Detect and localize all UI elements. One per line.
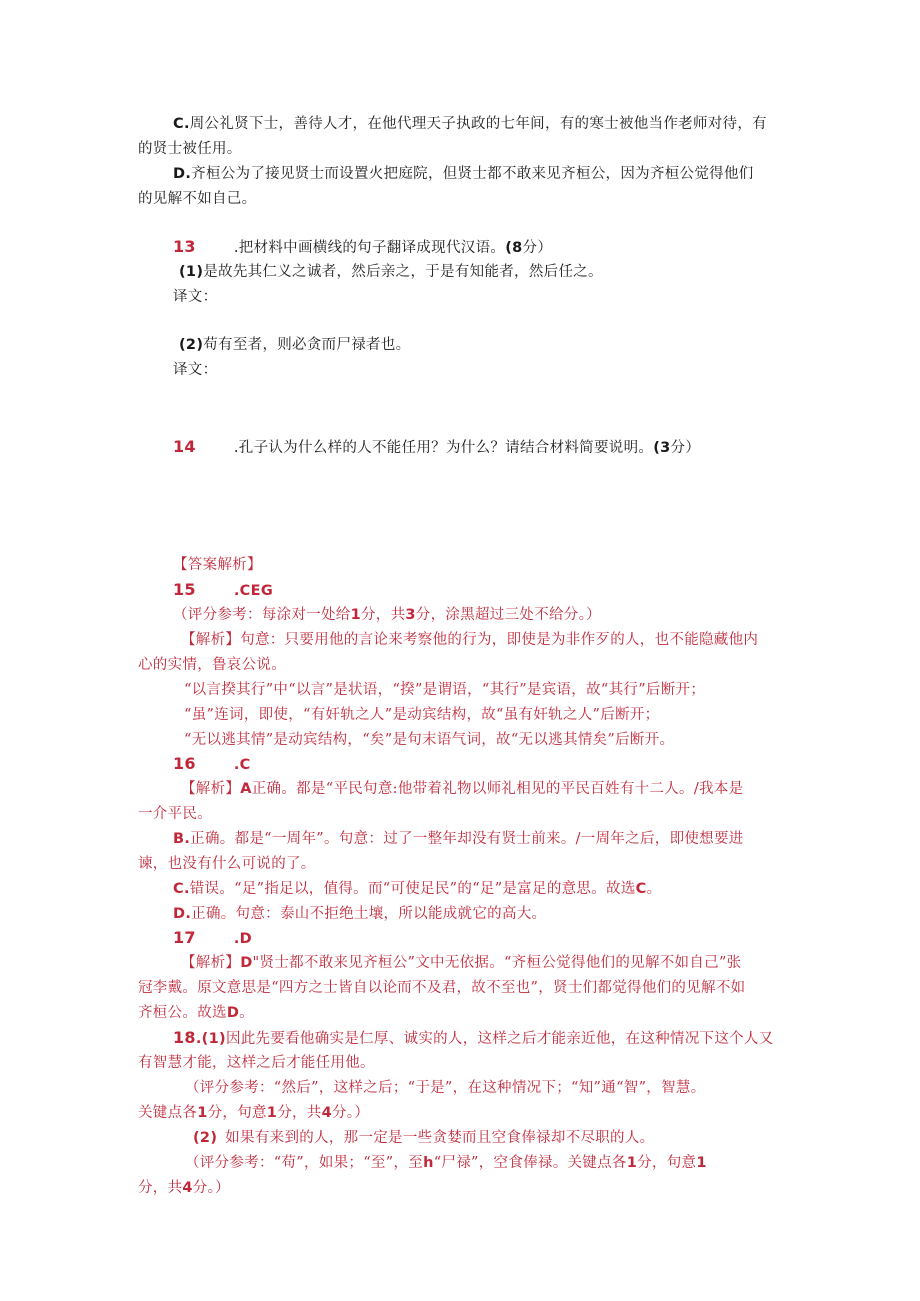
answer-15-analysis-line-1 <box>181 630 758 650</box>
period: 。 <box>239 1005 254 1021</box>
option-c-choice: C <box>635 881 647 897</box>
scoring-ref-text: （评分参考：“苟”，如果；“至”，至 <box>185 1155 424 1171</box>
answer-18-part-2-label: (2) <box>193 1130 218 1146</box>
option-a-letter: A <box>240 781 252 797</box>
scoring-ref-number: 1 <box>266 1105 278 1121</box>
option-b-letter: B. <box>173 831 191 847</box>
question-14-number: 14 <box>173 437 196 456</box>
option-a-text: 正确。都是“平民句意:他带着礼物以师礼相见的平民百姓有十二人。/我本是 <box>251 781 744 797</box>
question-13-part-1-translation-label: 译文： <box>173 289 218 305</box>
answer-18-part-1-text: 因此先要看他确实是仁厚、诚实的人，这样之后才能亲近他，在这种情况下这个人又 <box>225 1031 774 1047</box>
scoring-ref-text: 分。） <box>331 1105 370 1121</box>
answer-17-choice: .D <box>233 931 253 947</box>
answer-15-note-3: “无以逃其情”是动宾结构，“矣”是句末语气词，故“无以逃其情矣”后断开。 <box>184 732 675 748</box>
scoring-ref-text: 分，共 <box>277 1105 322 1121</box>
answer-16-option-c <box>173 879 661 899</box>
answer-17-number: 17 <box>173 928 196 947</box>
scoring-ref-text: 分，涂黑超过三处不给分。） <box>415 607 601 623</box>
question-13-prompt: .把材料中画横线的句子翻译成现代汉语。 <box>233 240 506 256</box>
answer-18-part-2-text: 如果有来到的人，那一定是一些贪婪而且空食俸禄却不尽职的人。 <box>225 1130 655 1146</box>
answer-16-option-a-line-1 <box>181 779 743 799</box>
answer-18-part-1-line-1 <box>173 1028 774 1049</box>
analysis-label: 【解析】 <box>181 632 241 648</box>
answer-15 <box>173 580 273 601</box>
scoring-ref-text: 分，句意 <box>207 1105 267 1121</box>
option-d-letter: D. <box>173 906 192 922</box>
scoring-ref-number: 1 <box>197 1105 208 1121</box>
option-c-text-1: 周公礼贤下士，善待人才，在他代理天子执政的七年间，有的寒士被他当作老师对待，有 <box>189 116 767 132</box>
answer-16-option-a-line-2: 一介平民。 <box>138 806 212 822</box>
option-d-text-1: 齐桓公为了接见贤士而设置火把庭院，但贤士都不敢来见齐桓公，因为齐桓公觉得他们 <box>191 166 754 182</box>
question-13-score-tail: 分） <box>522 240 553 256</box>
period: 。 <box>646 881 662 897</box>
option-c-line-1 <box>173 114 767 134</box>
option-d-letter: D. <box>173 166 192 182</box>
scoring-ref-text: “尸禄”，空食俸禄。关键点各 <box>433 1155 627 1171</box>
option-c-letter: C. <box>173 881 190 897</box>
option-d-line-2: 的见解不如自己。 <box>138 191 257 207</box>
scoring-ref-text: 分，共 <box>361 607 406 623</box>
analysis-text: 句意：只要用他的言论来考察他的行为，即使是为非作歹的人，也不能隐藏他内 <box>240 632 759 648</box>
question-14 <box>173 437 700 458</box>
option-b-text: 正确。都是“一周年”。句意：过了一整年却没有贤士前来。/一周年之后，即使想要进 <box>190 831 744 847</box>
option-c-letter: C. <box>173 116 190 132</box>
question-13-score: (8 <box>505 240 523 256</box>
question-13-part-2-text: 苟有至者，则必贪而尸禄者也。 <box>203 337 411 353</box>
question-13-part-1-label: (1) <box>179 264 204 280</box>
answer-15-note-2: “虽”连词，即使，“有奸轨之人”是动宾结构，故“虽有奸轨之人”后断开； <box>184 707 660 723</box>
answer-18-number: 18 <box>173 1028 196 1047</box>
answer-15-note-1: “以言揆其行”中“以言”是状语，“揆”是谓语，“其行”是宾语，故“其行”后断开； <box>184 682 706 698</box>
scoring-ref-number: 4 <box>182 1180 193 1196</box>
option-d-text: 正确。句意：泰山不拒绝土壤，所以能成就它的高大。 <box>191 906 547 922</box>
question-14-prompt: .孔子认为什么样的人不能任用？为什么？请结合材料简要说明。 <box>233 440 654 456</box>
scoring-ref-number: 3 <box>405 607 416 623</box>
scoring-ref-text: 关键点各 <box>138 1105 198 1121</box>
answer-15-choice: .CEG <box>233 583 274 599</box>
question-13-part-2 <box>179 335 410 355</box>
analysis-label: 【解析】 <box>181 955 241 971</box>
scoring-ref-number: 1 <box>626 1155 638 1171</box>
answer-16 <box>173 754 251 775</box>
answer-18-part-2 <box>193 1128 654 1148</box>
answer-18-scoring-reference-1-line-1: （评分参考：“然后”，这样之后；“于是”，在这种情况下；“知”通“智”，智慧。 <box>185 1080 706 1096</box>
answer-18-scoring-reference-1-line-2 <box>138 1103 369 1123</box>
question-13-part-2-translation-label: 译文： <box>173 362 218 378</box>
scoring-ref-number: 1 <box>696 1155 707 1171</box>
answer-16-option-d <box>173 904 546 924</box>
answer-17-analysis-line-1 <box>181 953 741 973</box>
answer-17-analysis-line-2: 冠李戴。原文意思是“四方之士皆自以论而不及君，故不至也”，贤士们都觉得他们的见解不如 <box>138 980 746 996</box>
question-13 <box>173 237 552 258</box>
scoring-ref-number: 4 <box>321 1105 332 1121</box>
answer-15-scoring-reference <box>173 605 601 625</box>
answer-18-scoring-reference-2-line-1 <box>185 1153 707 1173</box>
answer-16-option-b-line-2: 谏，也没有什么可说的了。 <box>138 856 316 872</box>
question-14-score: (3 <box>653 440 671 456</box>
answer-18-part-1-line-2: 有智慧才能，这样之后才能任用他。 <box>138 1055 375 1071</box>
option-c-line-2: 的贤士被任用。 <box>138 141 242 157</box>
answer-15-analysis-line-2: 心的实情，鲁哀公说。 <box>138 657 286 673</box>
answer-17-analysis-line-3 <box>138 1003 254 1023</box>
answer-17 <box>173 928 252 949</box>
scoring-ref-text: 分。） <box>192 1180 230 1196</box>
question-14-score-tail: 分） <box>670 440 701 456</box>
analysis-text: "贤士都不敢来见齐桓公”文中无依据。“齐桓公觉得他们的见解不如自己”张 <box>252 955 742 971</box>
answer-18-scoring-reference-2-line-2 <box>138 1178 230 1198</box>
scoring-ref-text: 分，句意 <box>637 1155 697 1171</box>
question-13-number: 13 <box>173 237 196 256</box>
answer-16-option-b-line-1 <box>173 829 744 849</box>
answer-16-number: 16 <box>173 754 196 773</box>
analysis-text: 齐桓公。故选 <box>138 1005 227 1021</box>
answer-16-choice: .C <box>233 757 251 773</box>
scoring-ref-number: h <box>423 1155 434 1171</box>
scoring-ref-text: （评分参考：每涂对一处给 <box>173 607 351 623</box>
answers-header: 【答案解析】 <box>173 557 262 573</box>
option-d-line-1 <box>173 164 754 184</box>
option-c-text: 错误。“足”指足以，值得。而“可使足民”的“足”是富足的意思。故选 <box>189 881 636 897</box>
question-13-part-1-text: 是故先其仁义之诚者，然后亲之，于是有知能者，然后任之。 <box>203 264 603 280</box>
question-13-part-2-label: (2) <box>179 337 204 353</box>
answer-18-part-1-label: .(1) <box>195 1031 226 1047</box>
question-13-part-1 <box>179 262 603 282</box>
answer-17-selected: D <box>226 1005 240 1021</box>
option-d-letter: D <box>240 955 253 971</box>
scoring-ref-text: 分，共 <box>138 1180 183 1196</box>
scoring-ref-number: 1 <box>350 607 361 623</box>
answer-15-number: 15 <box>173 580 196 599</box>
analysis-label: 【解析】 <box>181 781 241 797</box>
